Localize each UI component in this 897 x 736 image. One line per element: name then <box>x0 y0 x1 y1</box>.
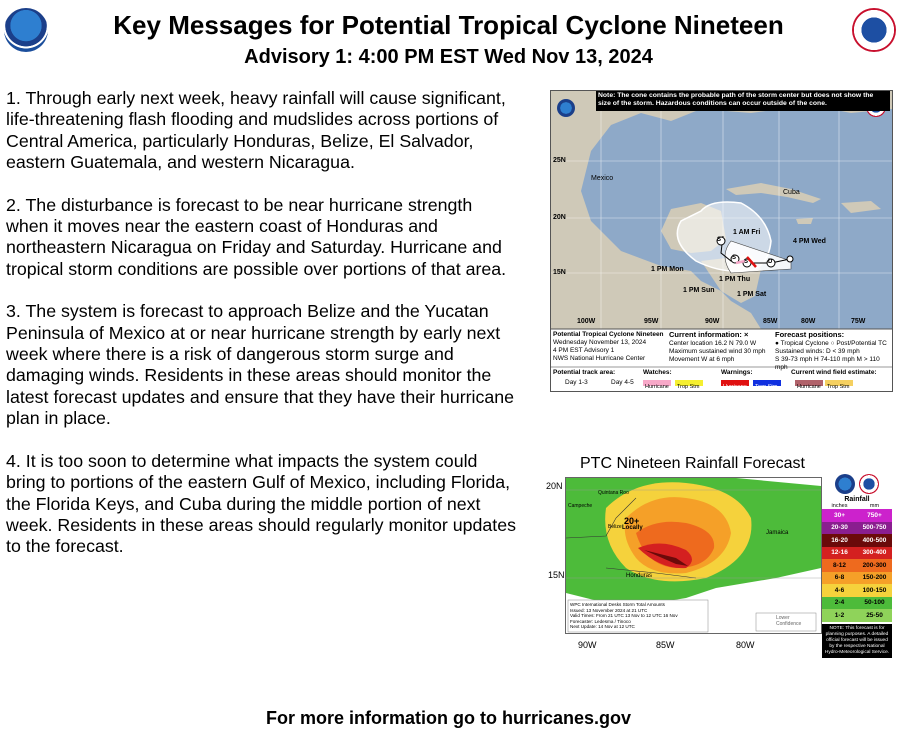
rainfall-title: PTC Nineteen Rainfall Forecast <box>580 455 805 472</box>
rain-lower-confidence: Lower Confidence <box>776 615 802 627</box>
footer-link-text: For more information go to hurricanes.gov <box>265 708 632 728</box>
rain-key-mm: 750+ <box>867 511 882 519</box>
rain-callout-label: Locally <box>622 525 643 531</box>
place-cuba: Cuba <box>783 189 800 196</box>
point-label-1pm-mon: 1 PM Mon <box>651 266 684 273</box>
nws-logo <box>852 8 896 52</box>
rain-place-campeche: Campeche <box>568 503 593 509</box>
key-message-3: 3. The system is forecast to approach Belize and the Yucatan Peninsula of Mexico at or near hurricane strength by early next week where there is a risk of dangerous storm surge and damaging winds. Residents in these areas should monitor the latest forecast updates and ensure that they have their hurricane plan in place. <box>6 301 515 429</box>
forecast-cone-map <box>550 90 893 392</box>
advisory-subtitle: Advisory 1: 4:00 PM EST Wed Nov 13, 2024 <box>244 46 653 68</box>
point-letter-3: S <box>744 259 749 265</box>
place-mexico: Mexico <box>591 175 614 182</box>
lon-label-95w: 95W <box>644 318 659 325</box>
point-label-1pm-thu: 1 PM Thu <box>719 276 751 283</box>
point-letter-1: S <box>717 237 722 243</box>
lon-label-75w: 75W <box>851 318 866 325</box>
rain-key-row <box>822 534 892 547</box>
lat-label-20n: 20N <box>553 214 566 221</box>
rain-key-row <box>822 547 892 560</box>
lat-label-25n: 25N <box>553 157 566 164</box>
info-advisory: 4 PM EST Advisory 1 <box>553 347 615 354</box>
lon-label-80w: 80W <box>801 318 816 325</box>
rain-key-inches: 2-4 <box>834 599 845 607</box>
rain-key-rows <box>822 509 892 622</box>
rain-key-title: Rainfall <box>844 496 870 503</box>
point-label-1pm-sat: 1 PM Sat <box>737 291 767 298</box>
legend-wind-title: Current wind field estimate: <box>791 369 877 376</box>
rain-key-row <box>822 597 892 610</box>
rain-key-logos <box>822 474 892 494</box>
legend-watch-tropstm: Trop Stm <box>677 384 700 390</box>
rain-place-honduras: Honduras <box>626 573 653 579</box>
current-location: Center location 16.2 N 79.0 W <box>669 340 757 347</box>
rain-key-row <box>822 509 892 522</box>
lon-label-100w: 100W <box>577 318 596 325</box>
forecast-positions-line3: S 39-73 mph H 74-110 mph M > 110 mph <box>775 356 880 371</box>
current-info-title: Current information: × <box>669 330 749 339</box>
rain-key-mm: 500-750 <box>862 524 887 532</box>
noaa-logo <box>4 8 48 52</box>
point-label-1am-fri: 1 AM Fri <box>733 229 761 236</box>
rain-key-inches: 12-16 <box>831 549 848 557</box>
rain-key-mm: 400-500 <box>862 536 887 544</box>
rain-place-jamaica: Jamaica <box>766 530 789 536</box>
point-letter-2: S <box>732 255 737 261</box>
rain-info-line-1: WPC International Desks Storm Total Amounts <box>570 602 665 607</box>
legend-day45: Day 4-5 <box>611 379 634 386</box>
rain-key-units <box>822 503 892 509</box>
rain-key-row <box>822 584 892 597</box>
cone-note: Note: The cone contains the probable path of the storm center but does not show the size of the storm. Hazardous conditions can occur outside of the cone. <box>596 91 890 111</box>
rain-info-box <box>570 602 678 630</box>
rain-key-row <box>822 559 892 572</box>
rain-place-quintana-roo: Quintana Roo <box>598 490 629 496</box>
rain-key-note: NOTE: This forecast is for planning purposes. A detailed official forecast will be issued by the respective National Hydro-Meteorological Service. <box>822 624 892 658</box>
key-message-2: 2. The disturbance is forecast to be near hurricane strength when it moves near the eastern coast of Honduras and northeastern Nicaragua on Friday and Saturday. Hurricane and tropical storm conditions are possible over portions of that area. <box>6 194 507 279</box>
key-message-4: 4. It is too soon to determine what impacts the system could bring to portions of the eastern Gulf of Mexico, including Florida, the Florida Keys, and Cuba during the middle portion of next week. Residents in these areas should regularly monitor updates to the forecast. <box>6 450 517 557</box>
rain-noaa-logo <box>835 474 855 494</box>
rain-key-inches: 20-30 <box>831 524 848 532</box>
legend-warn-hurricane: Hurricane <box>723 384 747 390</box>
rain-key-inches: 1-2 <box>834 611 845 619</box>
lon-label-85w: 85W <box>763 318 778 325</box>
point-letter-4: D <box>768 259 773 265</box>
rain-lon-80w: 80W <box>736 640 755 650</box>
rain-lon-90w: 90W <box>578 640 597 650</box>
key-message-1: 1. Through early next week, heavy rainfall will cause significant, life-threatening flash flooding and mudslides across portions of Central America, particularly Honduras, Belize, El Salvador, eastern Guatemala, and western Nicaragua. <box>6 88 506 173</box>
rain-key-mm: 300-400 <box>862 549 887 557</box>
rain-key-mm: 100-150 <box>862 586 887 594</box>
legend-watch-hurricane: Hurricane <box>645 384 669 390</box>
lon-label-90w: 90W <box>705 318 720 325</box>
rain-lon-85w: 85W <box>656 640 675 650</box>
rainfall-key <box>822 474 892 658</box>
rain-place-belize: Belize <box>608 524 622 530</box>
noaa-small-logo <box>557 99 575 117</box>
forecast-positions-line1: ● Tropical Cyclone ○ Post/Potential TC <box>775 340 887 347</box>
legend-warn-tropstm: Trop Stm <box>755 384 778 390</box>
current-movement: Movement W at 6 mph <box>669 356 735 363</box>
info-center: NWS National Hurricane Center <box>553 355 646 362</box>
legend-wind-hurricane: Hurricane <box>797 384 821 390</box>
rain-key-row <box>822 609 892 622</box>
legend-watches-title: Watches: <box>643 369 672 376</box>
legend-warnings-title: Warnings: <box>721 369 753 376</box>
key-messages <box>6 88 516 579</box>
rain-key-inches: 6-8 <box>834 574 845 582</box>
rain-key-mm: 150-200 <box>862 574 887 582</box>
rain-info-line-2: Issued: 13 November 2024 at 21 UTC <box>570 607 648 613</box>
rainfall-map <box>565 477 822 634</box>
current-wind: Maximum sustained wind 30 mph <box>669 348 766 355</box>
point-label-1pm-sun: 1 PM Sun <box>683 287 715 294</box>
rain-key-unit-in: inches <box>831 503 848 509</box>
rain-callout-value: 20+ <box>624 516 640 526</box>
rain-key-inches: 8-12 <box>832 561 846 569</box>
rain-lat-15n: 15N <box>548 570 565 580</box>
point-label-4pm-wed: 4 PM Wed <box>793 238 826 245</box>
info-storm-name: Potential Tropical Cyclone Nineteen <box>553 331 664 338</box>
rain-key-inches: 4-6 <box>834 586 845 594</box>
rain-key-mm: 25-50 <box>866 611 883 619</box>
rain-key-inches: 30+ <box>833 511 846 519</box>
legend-track-title: Potential track area: <box>553 369 616 376</box>
rain-key-mm: 200-300 <box>862 561 887 569</box>
rain-lat-20n: 20N <box>546 481 563 491</box>
rain-info-line-3: Valid Times: From 21 UTC 13 Nov to 12 UTC 16 Nov <box>570 613 678 619</box>
rain-nws-logo <box>859 474 879 494</box>
forecast-positions-title: Forecast positions: <box>775 330 845 339</box>
rain-key-row <box>822 522 892 535</box>
legend-day13: Day 1-3 <box>565 379 588 386</box>
rain-key-unit-mm: mm <box>869 503 880 509</box>
lat-label-15n: 15N <box>553 269 566 276</box>
rain-key-inches: 16-20 <box>831 536 848 544</box>
rain-info-line-4: Forecaster: Ledesma / Tinoco <box>570 618 631 624</box>
page-title: Key Messages for Potential Tropical Cyclone Nineteen <box>113 10 784 40</box>
rain-key-mm: 50-100 <box>864 599 885 607</box>
legend-wind-tropstm: Trop Stm <box>827 384 850 390</box>
rain-info-line-5: Next Update: 14 Nov at 12 UTC <box>570 624 635 630</box>
forecast-positions-line2: Sustained winds: D < 39 mph <box>775 348 860 355</box>
rain-key-row <box>822 572 892 585</box>
info-date: Wednesday November 13, 2024 <box>553 339 647 346</box>
